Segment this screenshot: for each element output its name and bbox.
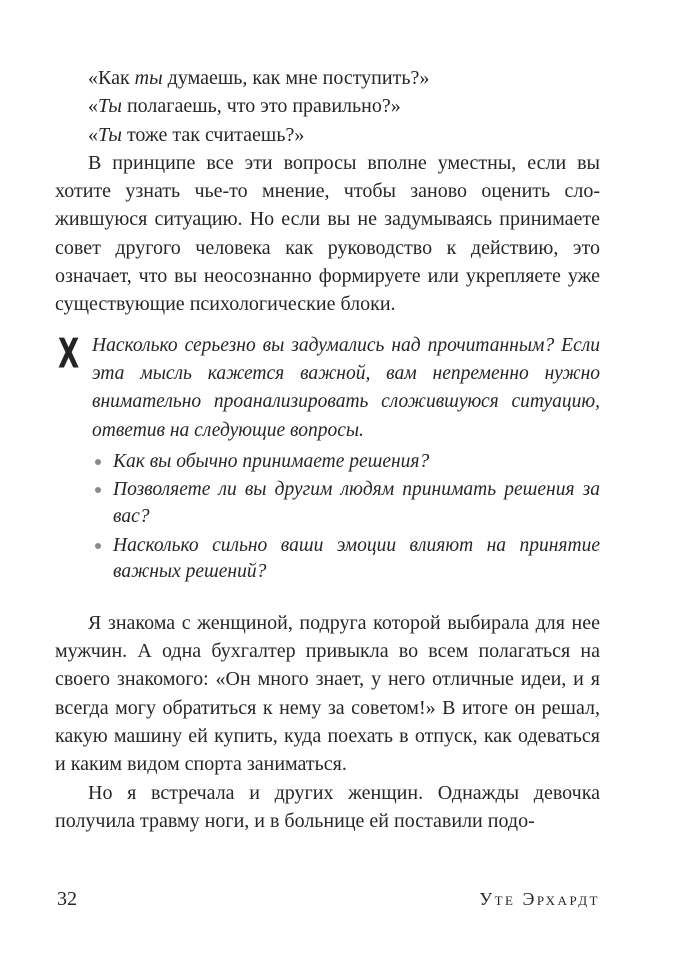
page-footer xyxy=(57,888,600,911)
dialogue-text: « xyxy=(88,123,98,146)
paragraph: Но я встречала и других женщин. Однажды девочка получила травму ноги, и в больнице ей поставили подо- xyxy=(55,781,600,832)
bullet-icon xyxy=(95,487,101,493)
list-item xyxy=(113,477,600,530)
page-number: 32 xyxy=(57,888,77,910)
dialogue-emphasis: ты xyxy=(134,67,163,89)
dialogue-text: тоже так считаешь?» xyxy=(121,123,305,146)
list-item-text: Насколько сильно ваши эмоции влияют на принятие важных решений? xyxy=(113,534,600,583)
paragraph: Я знакома с женщиной, подруга которой выбирала для нее мужчин. А одна бухгалтер привыкла во всем полагаться на своего знакомого: «Он много знает, у него отличные идеи, и я всегда могу обратиться к нему за советом!» В итоге он решал, какую машину ей купить, куда поехать в отпуск, как одеваться и каким видом спорта заниматься. xyxy=(55,611,600,776)
dialogue-emphasis: Ты xyxy=(98,95,122,118)
paragraph: В принципе все эти вопросы вполне уместны, если вы хотите узнать чье-то мнение, чтобы заново оценить сложившуюся ситуацию. Но если вы не задумываясь принимаете совет другого человека как руководство к действию, это означает, что вы неосознанно формируете или укрепляете уже существующие психологические блоки. xyxy=(55,151,600,316)
dialogue-text: «Как xyxy=(88,67,135,89)
dialogue-text: думаешь, как мне поступить?» xyxy=(162,67,430,89)
list-item xyxy=(113,449,600,476)
page-body xyxy=(55,64,600,835)
list-item-text: Как вы обычно принимаете решения? xyxy=(113,450,430,472)
dialogue-line xyxy=(55,64,600,92)
dialogue-text: полагаешь, что это правильно?» xyxy=(121,95,401,118)
dialogue-text: « xyxy=(88,95,98,118)
dialogue-emphasis: Ты xyxy=(98,123,122,146)
list-item-text: Позволяете ли вы другим людям принимать решения за вас? xyxy=(113,479,600,528)
x-marker-icon: X xyxy=(58,329,80,378)
dialogue-line xyxy=(55,121,600,149)
dialogue-line xyxy=(55,92,600,120)
bullet-icon xyxy=(95,459,101,465)
note-question-list xyxy=(55,449,600,586)
list-item xyxy=(113,533,600,586)
running-head: Уте Эрхардт xyxy=(479,889,600,909)
bullet-icon xyxy=(95,543,101,549)
exercise-note xyxy=(55,329,600,586)
note-text: Насколько серьезно вы задумались над прочитанным? Если эта мысль кажется важной, вам непременно нужно внимательно проанализировать сложившуюся ситуацию, ответив на следующие вопросы. xyxy=(92,334,600,441)
